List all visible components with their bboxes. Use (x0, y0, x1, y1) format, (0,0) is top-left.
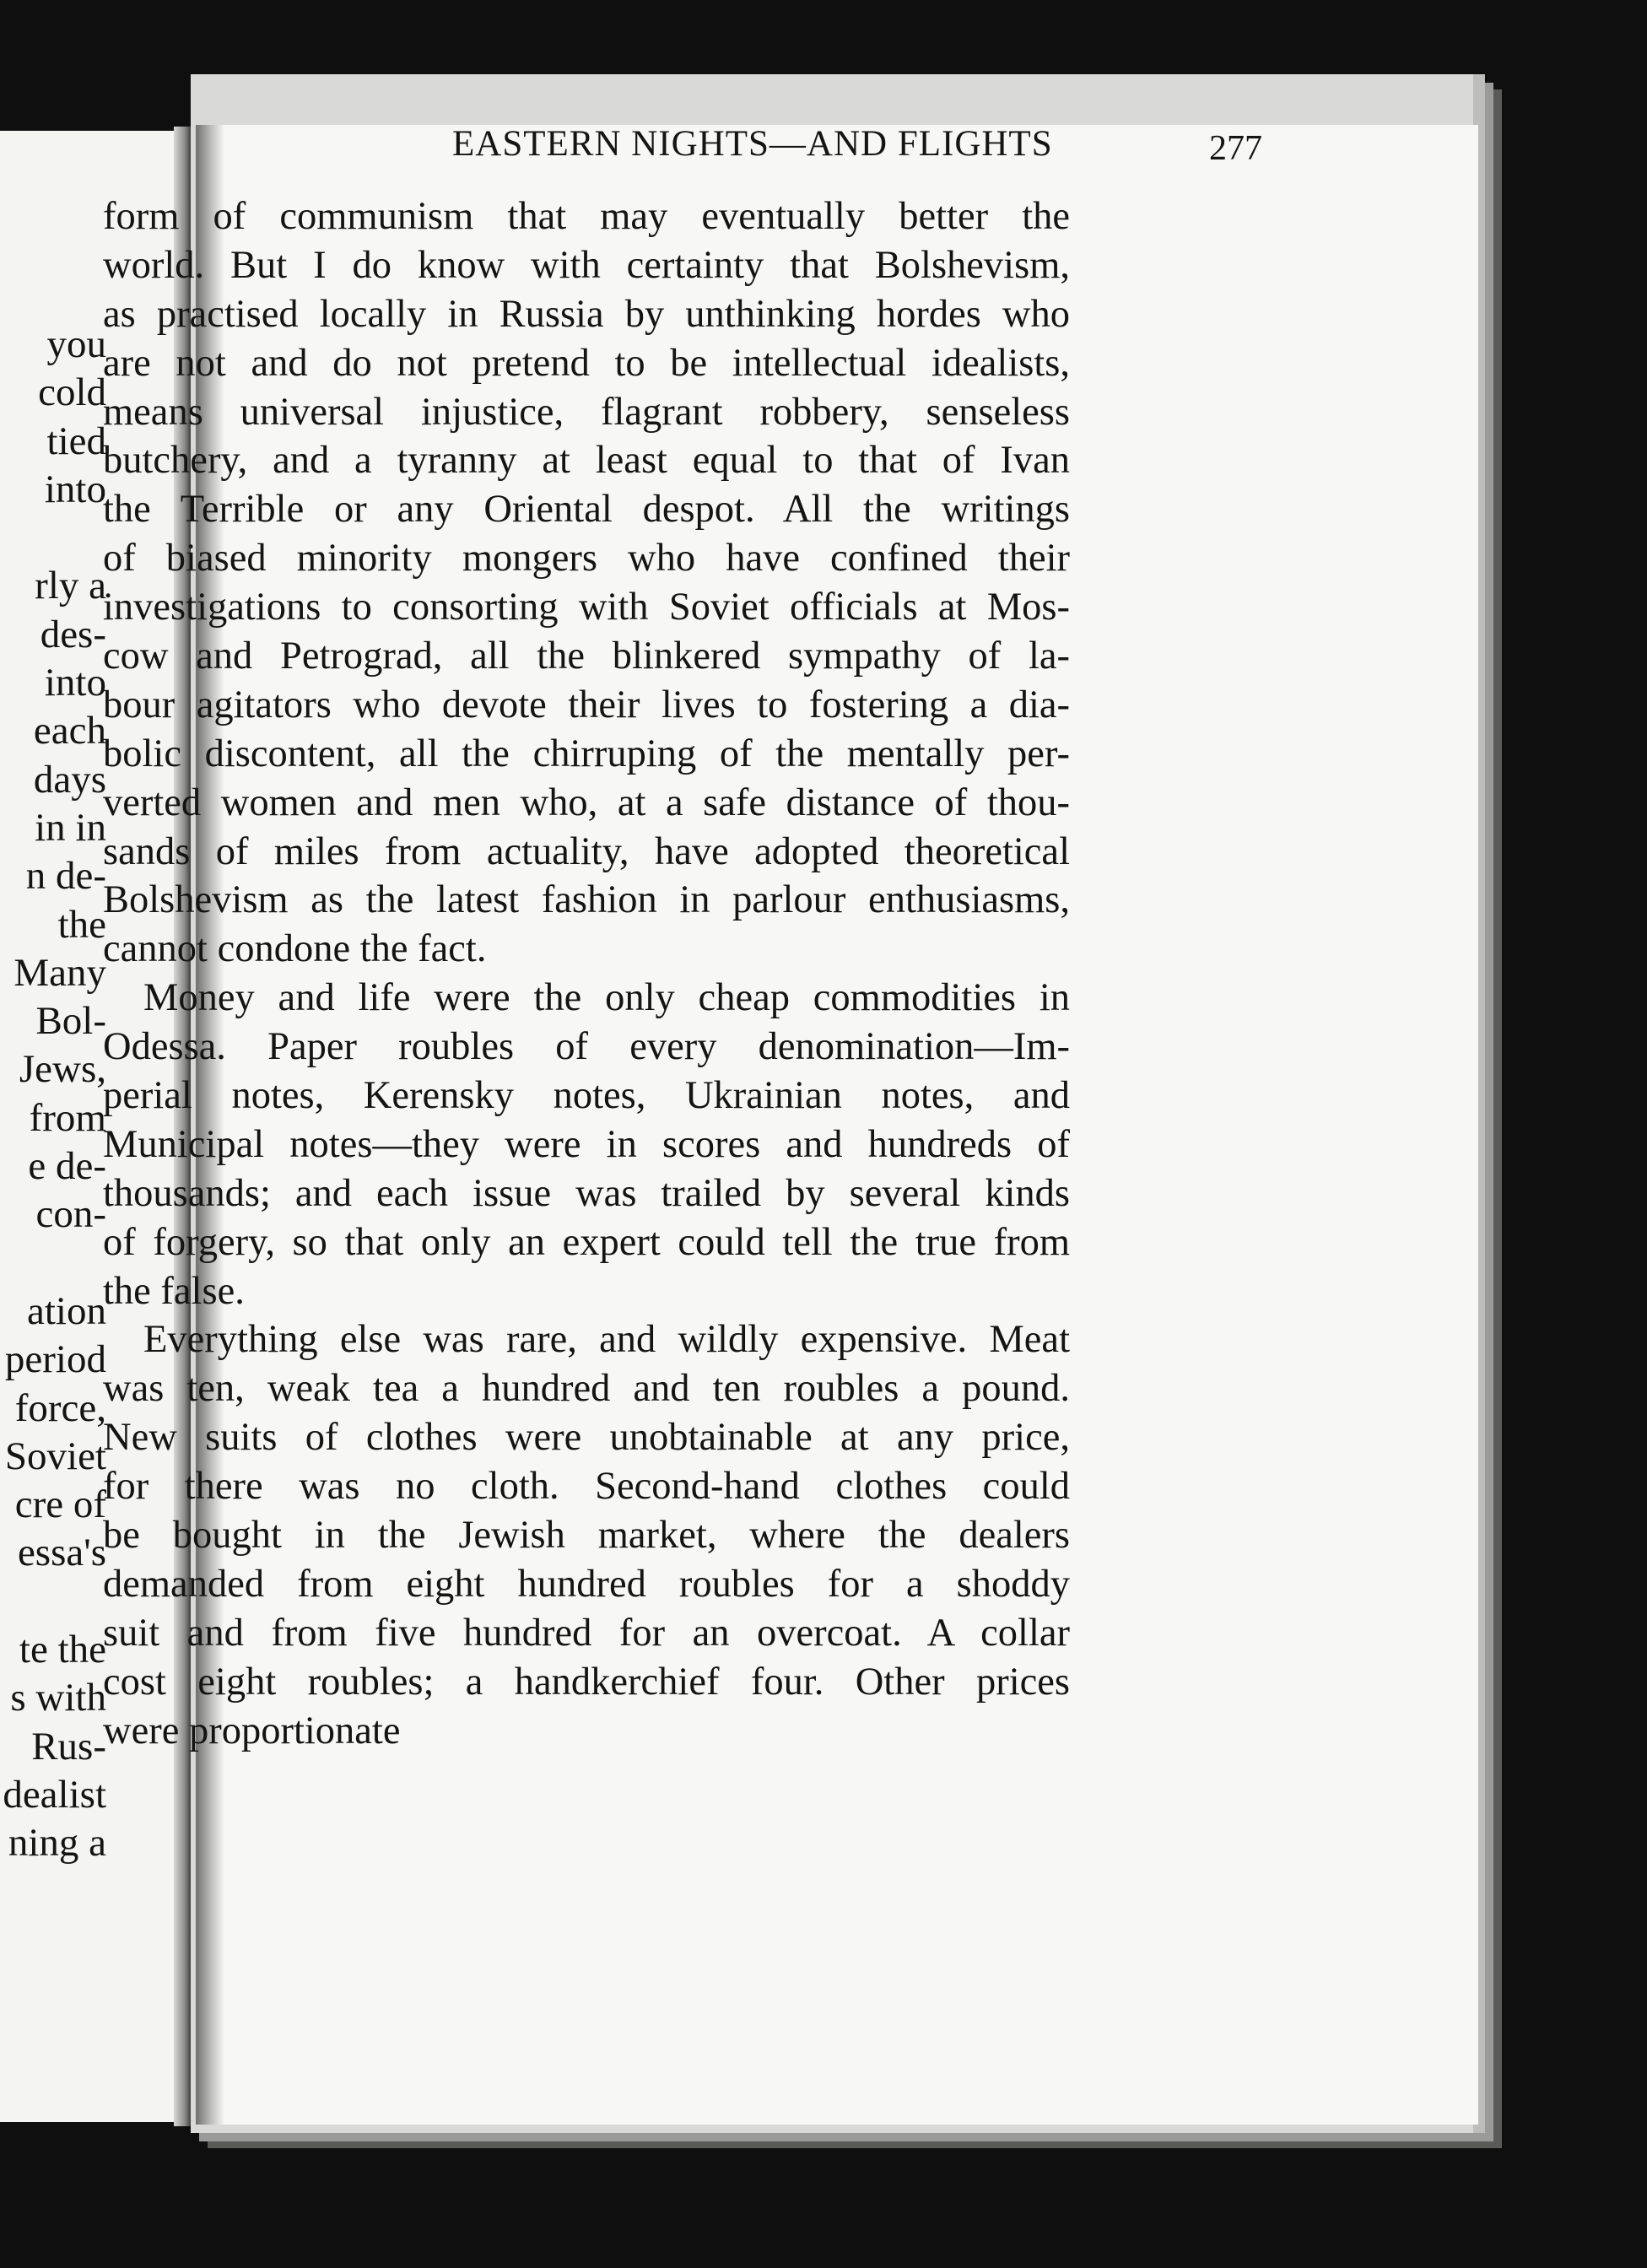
left-page-line: te the (19, 1628, 106, 1672)
text-line: the false. (103, 1269, 245, 1313)
left-page-line: in in (35, 805, 106, 850)
left-page-line: force, (14, 1385, 106, 1430)
page-number: 277 (1209, 129, 1262, 168)
text-line: means universal injustice, flagrant robbery, senseless (103, 390, 1070, 434)
text-line: world. But I do know with certainty that Bolshevism, (103, 243, 1070, 287)
left-page-line: rly a (35, 564, 106, 608)
left-page-text (3, 321, 106, 1868)
left-page-line: e de- (28, 1144, 106, 1189)
text-line: the Terrible or any Oriental despot. All the writings (103, 488, 1070, 532)
running-title: EASTERN NIGHTS—AND FLIGHTS (452, 124, 1053, 164)
text-line: form of communism that may eventually better the (103, 195, 1070, 238)
left-page-line (3, 514, 106, 562)
text-line: cost eight roubles; a handkerchief four. Other prices (103, 1660, 1070, 1704)
left-page-line (3, 1239, 106, 1288)
left-page-line: Soviet (4, 1434, 106, 1478)
text-line: of biased minority mongers who have confined their (103, 537, 1070, 580)
body-text (103, 192, 1070, 1756)
text-line: as practised locally in Russia by unthinking hordes who (103, 292, 1070, 336)
paragraph (103, 1315, 1070, 1755)
text-line: Odessa. Paper roubles of every denomination—Im- (103, 1025, 1070, 1069)
left-page-line: s with (10, 1676, 106, 1720)
left-page-line: tied (46, 418, 106, 463)
left-page-line: Jews, (19, 1047, 106, 1092)
left-page-line: Rus- (31, 1724, 106, 1768)
left-page-line: n de- (25, 854, 106, 899)
text-line: bolic discontent, all the chirruping of the mentally per- (103, 732, 1070, 775)
text-line: are not and do not pretend to be intellectual idealists, (103, 341, 1070, 385)
text-line: butchery, and a tyranny at least equal to that of Ivan (103, 439, 1070, 483)
text-line: cow and Petrograd, all the blinkered sympathy of la- (103, 634, 1070, 678)
text-line: thousands; and each issue was trailed by several kinds (103, 1171, 1070, 1215)
left-page-line: period (4, 1337, 106, 1382)
left-page-line: cre of (14, 1482, 106, 1527)
left-page-line (3, 1578, 106, 1626)
left-page-line: into (44, 661, 106, 705)
paragraph (103, 192, 1070, 974)
text-line: be bought in the Jewish market, where the dealers (103, 1514, 1070, 1558)
left-page-line: ation (27, 1288, 106, 1333)
left-page-line: days (33, 757, 106, 802)
text-line: New suits of clothes were unobtainable at any price, (103, 1416, 1070, 1460)
text-line: Everything else was rare, and wildly expensive. Meat (143, 1318, 1070, 1362)
text-line: Municipal notes—they were in scores and hundreds of (103, 1122, 1070, 1166)
left-page-line: Many (14, 950, 106, 995)
left-page-line: cold (38, 370, 106, 415)
text-line: of forgery, so that only an expert could tell the true from (103, 1220, 1070, 1264)
left-page-line: you (46, 322, 106, 366)
text-line: was ten, weak tea a hundred and ten roubles a pound. (103, 1367, 1070, 1411)
text-line: were proportionate (103, 1709, 401, 1752)
text-line: perial notes, Kerensky notes, Ukrainian notes, and (103, 1074, 1070, 1118)
left-page-line: from (29, 1095, 106, 1140)
left-page-line: ning a (8, 1821, 106, 1866)
paragraph (103, 974, 1070, 1315)
left-page-line: the (57, 902, 106, 947)
left-page-line: essa's (17, 1531, 106, 1575)
running-head (253, 123, 1262, 174)
text-line: verted women and men who, at a safe distance of thou- (103, 780, 1070, 824)
text-line: suit and from five hundred for an overcoat. A collar (103, 1611, 1070, 1655)
text-line: investigations to consorting with Soviet officials at Mos- (103, 586, 1070, 629)
text-line: cannot condone the fact. (103, 927, 487, 971)
left-page-line: each (33, 709, 106, 753)
left-page-line: con- (35, 1192, 106, 1237)
text-line: Money and life were the only cheap commodities in (143, 976, 1070, 1020)
text-line: Bolshevism as the latest fashion in parlour enthusiasms, (103, 878, 1070, 922)
text-line: demanded from eight hundred roubles for a shoddy (103, 1562, 1070, 1606)
left-page-line: des- (40, 612, 106, 656)
text-line: bour agitators who devote their lives to fostering a dia- (103, 683, 1070, 726)
text-line: sands of miles from actuality, have adopted theoretical (103, 829, 1070, 873)
left-page-line: Bol- (35, 999, 106, 1044)
text-line: for there was no cloth. Second-hand clothes could (103, 1465, 1070, 1509)
left-page-line: into (44, 467, 106, 511)
left-page-line: dealist (3, 1772, 106, 1817)
